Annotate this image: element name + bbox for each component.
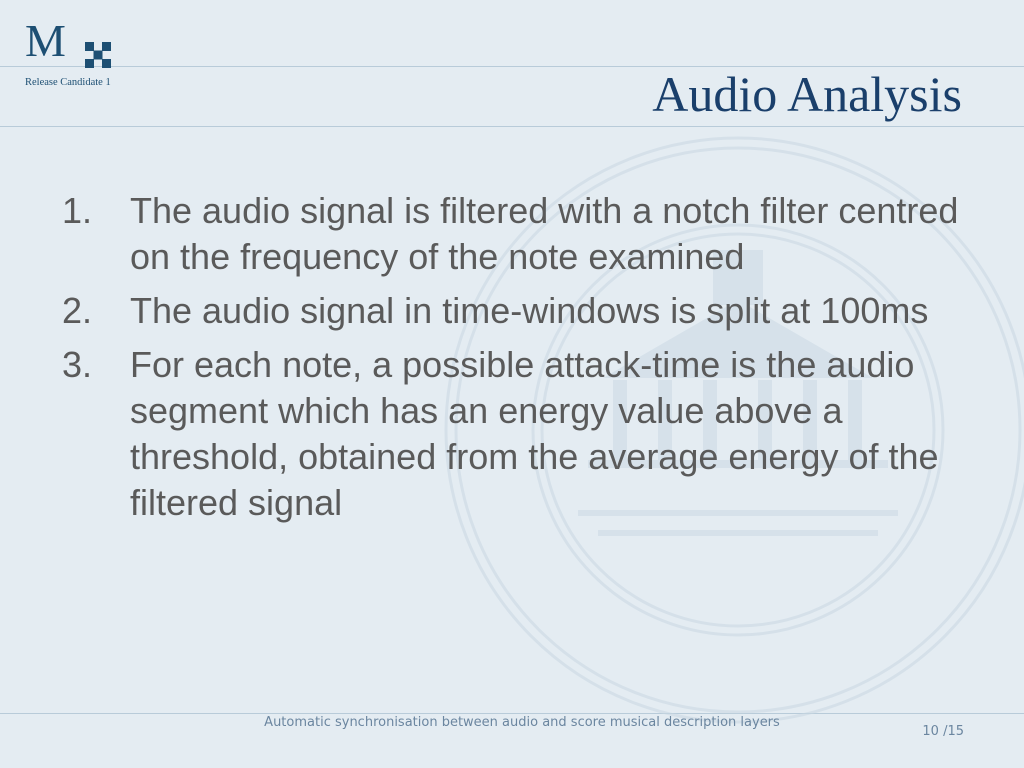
- page-number: 10 /15: [922, 724, 964, 739]
- title-divider: [0, 126, 1024, 127]
- step-number: 3.: [62, 344, 93, 385]
- slide-title: Audio Analysis: [652, 66, 962, 122]
- logo-subtitle: Release Candidate 1: [25, 77, 111, 88]
- footer-caption: Automatic synchronisation between audio and score musical description layers: [264, 715, 780, 730]
- list-item: [62, 188, 972, 280]
- steps-list: [62, 188, 972, 534]
- step-text: For each note, a possible attack-time is the audio segment which has an energy value above a threshold, obtained from the average energy of the filtered signal: [130, 344, 939, 523]
- step-number: 1.: [62, 190, 93, 231]
- list-item: [62, 342, 972, 526]
- x-mark-icon: [85, 42, 111, 68]
- step-number: 2.: [62, 290, 93, 331]
- list-item: [62, 288, 972, 334]
- step-text: The audio signal in time-windows is split at 100ms: [130, 290, 929, 331]
- mx-logo: [25, 16, 135, 96]
- logo-letter: M: [25, 15, 66, 66]
- step-text: The audio signal is filtered with a notch filter centred on the frequency of the note examined: [130, 190, 959, 277]
